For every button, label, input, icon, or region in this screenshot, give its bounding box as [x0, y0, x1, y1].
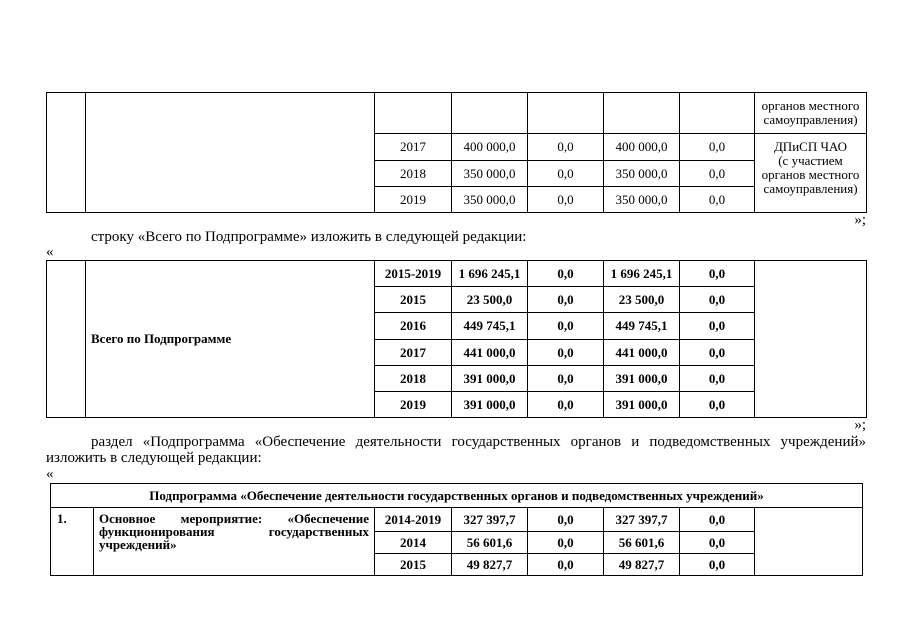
value-cell: 327 397,7: [604, 508, 680, 532]
value-cell: 23 500,0: [452, 287, 528, 313]
year-cell: 2019: [375, 392, 452, 418]
value-cell: 0,0: [528, 532, 604, 554]
year-cell: 2015: [375, 554, 452, 576]
number-cell: [47, 93, 86, 213]
year-cell: 2017: [375, 340, 452, 366]
value-cell: 350 000,0: [604, 187, 680, 213]
value-cell: 0,0: [680, 313, 755, 340]
value-cell: 400 000,0: [604, 134, 680, 161]
table-row: [47, 261, 867, 287]
value-cell: 0,0: [528, 187, 604, 213]
value-cell: 0,0: [528, 134, 604, 161]
executor-cell: [755, 261, 867, 418]
table-row: [51, 508, 863, 532]
value-cell: 0,0: [680, 340, 755, 366]
value-cell: [680, 93, 755, 134]
instruction-line: изложить в следующей редакции:: [46, 450, 262, 466]
value-cell: 49 827,7: [604, 554, 680, 576]
value-cell: 0,0: [528, 340, 604, 366]
value-cell: 441 000,0: [452, 340, 528, 366]
value-cell: 0,0: [680, 508, 755, 532]
value-cell: 0,0: [680, 134, 755, 161]
closing-quote: »;: [854, 212, 866, 228]
year-cell: 2014: [375, 532, 452, 554]
value-cell: 391 000,0: [604, 366, 680, 392]
value-cell: 0,0: [528, 508, 604, 532]
value-cell: 1 696 245,1: [604, 261, 680, 287]
value-cell: 441 000,0: [604, 340, 680, 366]
year-cell: 2019: [375, 187, 452, 213]
opening-quote: «: [46, 244, 54, 260]
value-cell: 23 500,0: [604, 287, 680, 313]
value-cell: 0,0: [528, 313, 604, 340]
value-cell: 0,0: [680, 261, 755, 287]
value-cell: 0,0: [680, 366, 755, 392]
value-cell: 449 745,1: [604, 313, 680, 340]
year-cell: [375, 93, 452, 134]
opening-quote: «: [46, 466, 54, 482]
year-cell: 2015-2019: [375, 261, 452, 287]
year-cell: 2016: [375, 313, 452, 340]
amendment-instruction: [46, 434, 866, 466]
value-cell: 0,0: [680, 392, 755, 418]
subprogram-total-table: [46, 260, 867, 418]
name-cell: [86, 93, 375, 213]
value-cell: 56 601,6: [452, 532, 528, 554]
amendment-instruction: строку «Всего по Подпрограмме» изложить в следующей редакции:: [91, 229, 527, 245]
value-cell: 1 696 245,1: [452, 261, 528, 287]
value-cell: 0,0: [528, 392, 604, 418]
subprogram-table: [50, 483, 863, 576]
number-cell: [47, 261, 86, 418]
value-cell: 400 000,0: [452, 134, 528, 161]
subprogram-title: Подпрограмма «Обеспечение деятельности государственных органов и подведомственных учреждений»: [51, 484, 863, 508]
executor-cell: [755, 508, 863, 576]
value-cell: 0,0: [528, 554, 604, 576]
value-cell: [452, 93, 528, 134]
value-cell: 0,0: [680, 287, 755, 313]
value-cell: 0,0: [680, 554, 755, 576]
closing-quote: »;: [854, 417, 866, 433]
year-cell: 2018: [375, 161, 452, 187]
value-cell: 56 601,6: [604, 532, 680, 554]
value-cell: [604, 93, 680, 134]
value-cell: 449 745,1: [452, 313, 528, 340]
instruction-line: раздел «Подпрограмма «Обеспечение деятельности государственных органов и подведомственных учреждений»: [91, 434, 866, 450]
value-cell: 350 000,0: [452, 187, 528, 213]
executor-cell: ДПиСП ЧАО (с участием органов местного самоуправления): [755, 134, 867, 213]
value-cell: 327 397,7: [452, 508, 528, 532]
value-cell: [528, 93, 604, 134]
value-cell: 0,0: [680, 161, 755, 187]
value-cell: 0,0: [528, 161, 604, 187]
value-cell: 0,0: [528, 287, 604, 313]
executor-cell: органов местного самоуправления): [755, 93, 867, 134]
value-cell: 391 000,0: [604, 392, 680, 418]
table-row: [51, 484, 863, 508]
value-cell: 391 000,0: [452, 366, 528, 392]
value-cell: 0,0: [680, 187, 755, 213]
value-cell: 350 000,0: [604, 161, 680, 187]
value-cell: 0,0: [680, 532, 755, 554]
year-cell: 2015: [375, 287, 452, 313]
value-cell: 391 000,0: [452, 392, 528, 418]
value-cell: 0,0: [528, 261, 604, 287]
year-cell: 2014-2019: [375, 508, 452, 532]
table-row: [47, 93, 867, 134]
item-number-cell: 1.: [51, 508, 94, 576]
value-cell: 49 827,7: [452, 554, 528, 576]
funding-table-continued: [46, 92, 867, 213]
value-cell: 350 000,0: [452, 161, 528, 187]
total-label: Всего по Подпрограмме: [86, 261, 375, 418]
year-cell: 2017: [375, 134, 452, 161]
year-cell: 2018: [375, 366, 452, 392]
value-cell: 0,0: [528, 366, 604, 392]
item-name-cell: Основное мероприятие: «Обеспечение функционирования государственных учреждений»: [94, 508, 375, 576]
